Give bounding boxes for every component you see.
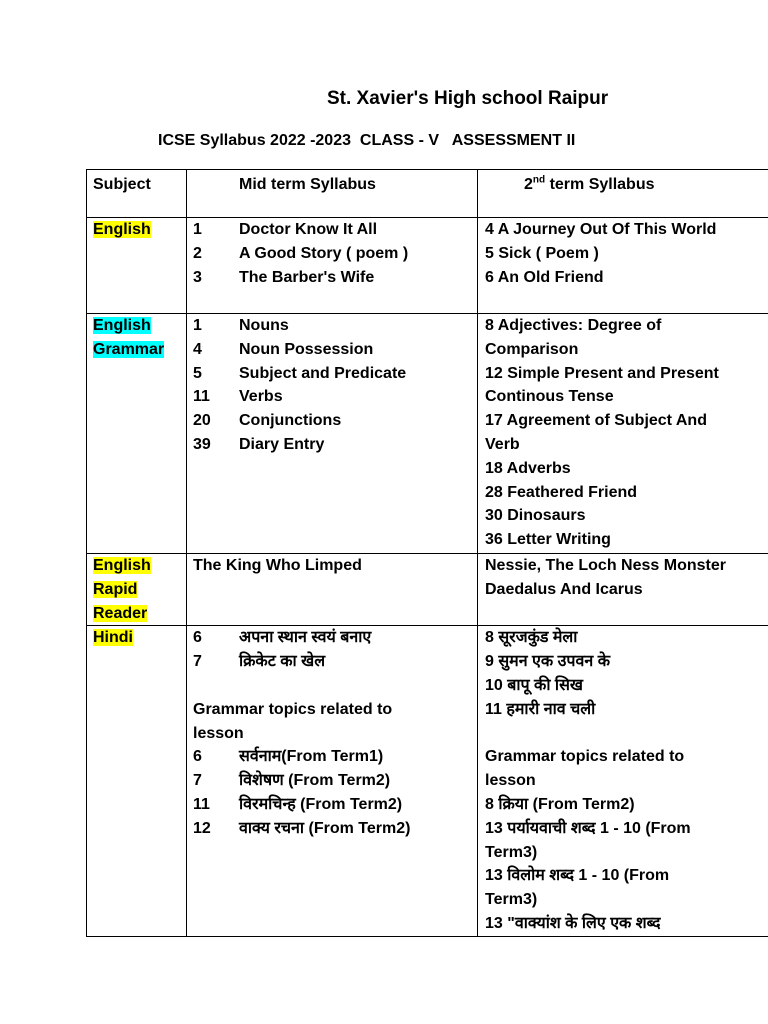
list-item: 13 "वाक्यांश के लिए एक शब्द — [485, 914, 661, 932]
spacer — [478, 722, 768, 746]
item-number: 11 — [193, 388, 210, 406]
hindi-row — [87, 626, 768, 936]
item-text: Nouns — [239, 317, 289, 334]
item-number: 6 — [193, 748, 202, 766]
list-item — [187, 266, 477, 290]
item-text: Verbs — [239, 388, 283, 406]
rapid-mid-cell — [187, 554, 478, 626]
subject-label — [87, 578, 186, 602]
item-text: Doctor Know It All — [239, 221, 378, 238]
list-item: Term3) — [485, 843, 538, 861]
item-number: 12 — [193, 819, 211, 837]
item-text: विशेषण (From Term2) — [239, 772, 391, 790]
list-item: 28 Feathered Friend — [485, 483, 638, 501]
grammar-row — [87, 314, 768, 554]
list-item: 17 Agreement of Subject And — [485, 412, 707, 430]
item-number: 4 — [193, 340, 202, 358]
english-subject-cell — [87, 218, 187, 314]
list-item: 6 An Old Friend — [485, 268, 604, 286]
item-text: वाक्य रचना (From Term2) — [239, 819, 411, 837]
list-item: 5 Sick ( Poem ) — [485, 244, 599, 262]
hindi-subject-cell — [87, 626, 187, 936]
item-number: 1 — [193, 221, 202, 238]
item-number: 2 — [193, 244, 202, 262]
list-item: Comparison — [485, 340, 579, 358]
grammar-mid-cell — [187, 314, 478, 554]
syllabus-subtitle: ICSE Syllabus 2022 -2023 CLASS - V ASSESSMENT II — [158, 132, 576, 149]
hindi-subject: Hindi — [93, 629, 133, 647]
header-subject: Subject — [93, 176, 151, 193]
list-item: Daedalus And Icarus — [485, 580, 643, 598]
rapid-subject-cell — [87, 554, 187, 626]
item-number: 5 — [193, 364, 202, 382]
english-subject: English — [93, 221, 151, 238]
item-text: The Barber's Wife — [239, 268, 375, 286]
list-item: 10 बापू की सिख — [485, 676, 583, 694]
header-mid-term: Mid term Syllabus — [239, 176, 376, 193]
item-text: विरमचिन्ह (From Term2) — [239, 795, 403, 813]
header-second-sup: nd — [532, 174, 546, 186]
list-item: 8 सूरजकुंड मेला — [485, 629, 578, 647]
grammar-subject-2: Grammar — [93, 340, 165, 358]
list-item — [187, 218, 477, 242]
list-item: 36 Letter Writing — [485, 531, 611, 549]
grammar-subject-cell — [87, 314, 187, 554]
item-number: 3 — [193, 268, 202, 286]
subject-label — [87, 338, 186, 362]
syllabus-table — [86, 169, 768, 937]
school-name: St. Xavier's High school Raipur — [327, 88, 609, 109]
list-item: 13 पर्यायवाची शब्द 1 - 10 (From — [485, 819, 691, 837]
item-number: 6 — [193, 629, 202, 647]
list-item — [187, 817, 477, 841]
list-item: 30 Dinosaurs — [485, 507, 586, 525]
list-item — [187, 626, 477, 650]
grammar-heading: Grammar topics related to — [193, 700, 393, 718]
subject-label — [87, 626, 186, 650]
list-item: 4 A Journey Out Of This World — [485, 221, 717, 238]
item-text: Conjunctions — [239, 412, 342, 430]
item-text: क्रिकेट का खेल — [239, 653, 326, 671]
grammar-second-cell — [478, 314, 768, 554]
english-mid-cell — [187, 218, 478, 314]
header-row — [87, 170, 768, 218]
list-item: 8 Adjectives: Degree of — [485, 317, 662, 334]
subject-label — [87, 554, 186, 578]
list-item — [187, 650, 477, 674]
english-second-cell — [478, 218, 768, 314]
item-number: 11 — [193, 795, 210, 813]
list-item — [187, 745, 477, 769]
rapid-second-cell — [478, 554, 768, 626]
list-item: 13 विलोम शब्द 1 - 10 (From — [485, 867, 670, 885]
subject-label — [87, 314, 186, 338]
list-item — [187, 793, 477, 817]
hindi-second-cell — [478, 626, 768, 936]
hindi-mid-cell — [187, 626, 478, 936]
grammar-heading: Grammar topics related to — [485, 748, 685, 766]
list-item — [187, 242, 477, 266]
header-subject-cell — [87, 170, 187, 218]
grammar-heading: lesson — [193, 724, 244, 742]
list-item: 9 सुमन एक उपवन के — [485, 653, 610, 671]
item-text: Diary Entry — [239, 435, 325, 453]
list-item: 8 क्रिया (From Term2) — [485, 795, 635, 813]
item-number: 7 — [193, 772, 202, 790]
list-item: 11 हमारी नाव चली — [485, 700, 596, 718]
item-text: Subject and Predicate — [239, 364, 407, 382]
subject-label — [87, 218, 186, 242]
rapid-subject-2: Rapid — [93, 580, 138, 598]
list-item: 12 Simple Present and Present — [485, 364, 719, 382]
item-text: सर्वनाम(From Term1) — [239, 748, 384, 766]
list-item — [187, 338, 477, 362]
item-text: A Good Story ( poem ) — [239, 244, 409, 262]
rapid-subject-3: Reader — [93, 604, 148, 622]
item-text: Noun Possession — [239, 340, 374, 358]
rapid-reader-row — [87, 554, 768, 626]
subject-label — [87, 602, 186, 626]
grammar-subject-1: English — [93, 317, 151, 334]
list-item: Term3) — [485, 891, 538, 909]
header-second-rest: term Syllabus — [545, 176, 655, 193]
spacer — [187, 674, 477, 698]
list-item — [187, 314, 477, 338]
list-item: Nessie, The Loch Ness Monster — [485, 557, 726, 574]
header-second-num: 2 — [524, 176, 533, 193]
list-item: Continous Tense — [485, 388, 614, 406]
list-item: 18 Adverbs — [485, 459, 571, 477]
item-number: 7 — [193, 653, 202, 671]
item-number: 20 — [193, 412, 211, 430]
item-number: 39 — [193, 435, 211, 453]
header-second-cell — [478, 170, 768, 218]
grammar-heading: lesson — [485, 772, 536, 790]
rapid-subject-1: English — [93, 557, 151, 574]
header-mid-cell — [187, 170, 478, 218]
list-item — [187, 769, 477, 793]
item-number: 1 — [193, 317, 202, 334]
list-item: Verb — [485, 435, 520, 453]
list-item — [187, 409, 477, 433]
list-item — [187, 385, 477, 409]
list-item — [187, 433, 477, 457]
item-text: अपना स्थान स्वयं बनाए — [239, 629, 372, 647]
english-row — [87, 218, 768, 314]
list-item: The King Who Limped — [193, 557, 362, 574]
list-item — [187, 362, 477, 386]
header-second-term — [478, 173, 768, 197]
